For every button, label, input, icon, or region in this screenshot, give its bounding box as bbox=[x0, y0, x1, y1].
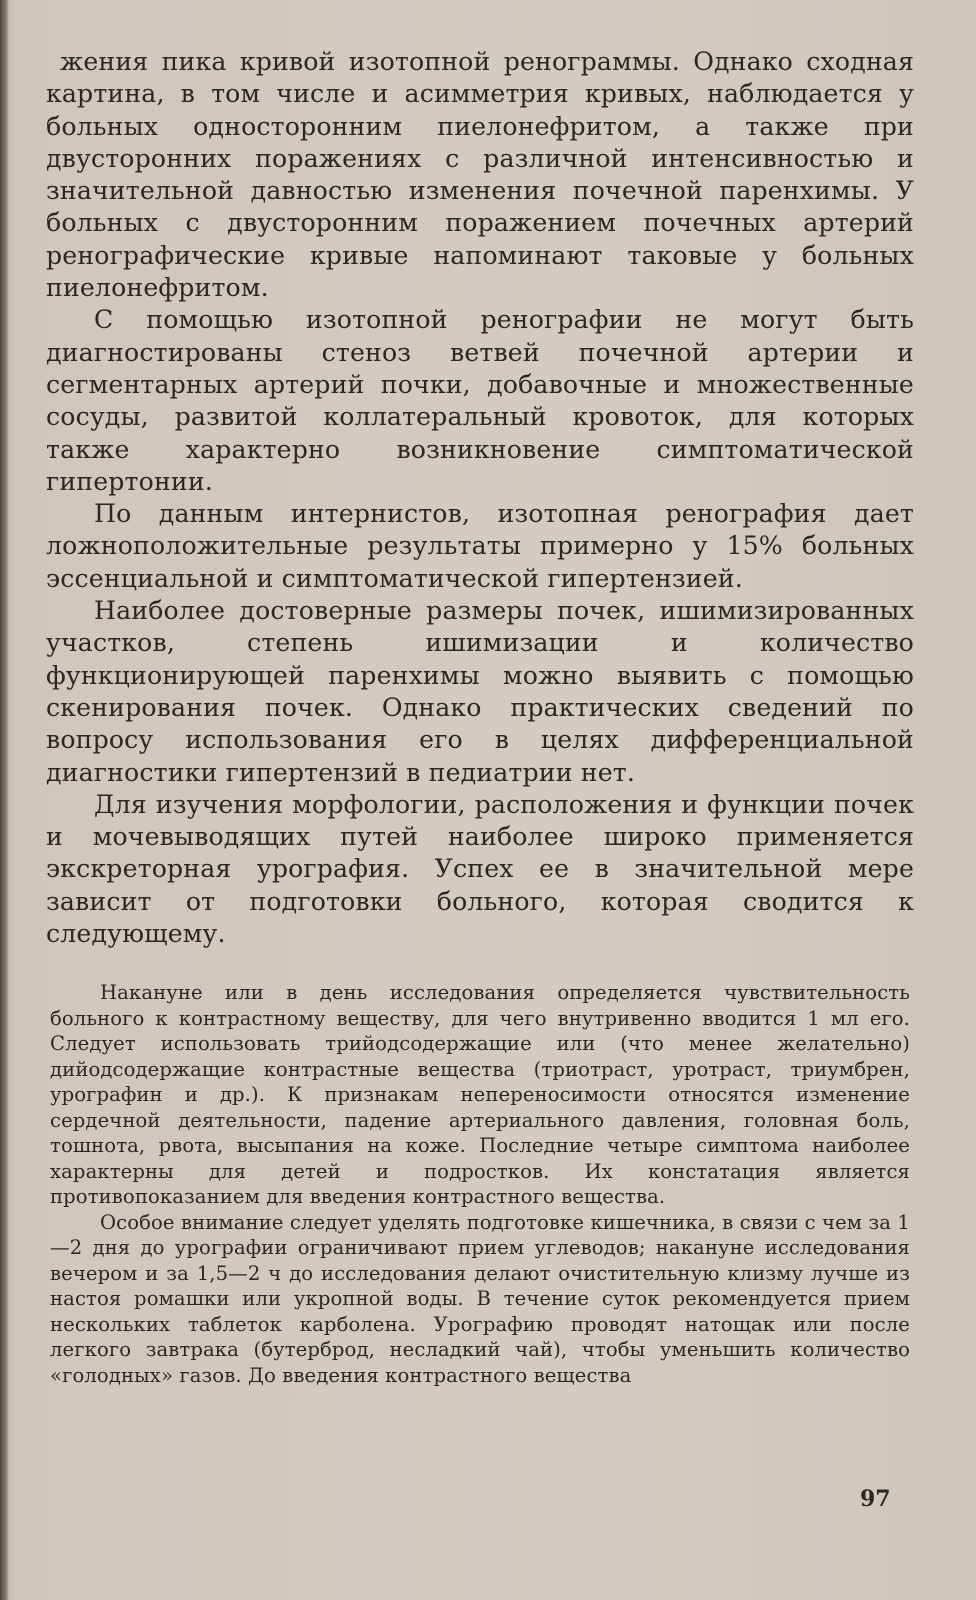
paragraph: Наиболее достоверные размеры почек, ишимизированных участков, степень ишимизации и количество функционирующей паренхимы можно выявить с помощью скенирования почек. Однако практических сведений по вопросу использования его в целях дифференциальной диагностики гипертензий в педиатрии нет. bbox=[46, 596, 914, 787]
paragraph: жения пика кривой изотопной ренограммы. Однако сходная картина, в том числе и асимметрия кривых, наблюдается у больных односторонним пиелонефритом, а также при двусторонних поражениях с различной интенсивностью и значительной давностью изменения почечной паренхимы. У больных с двусторонним поражением почечных артерий ренографические кривые напоминают таковые у больных пиелонефритом. bbox=[46, 47, 914, 303]
paragraph: По данным интернистов, изотопная ренография дает ложноположительные результаты примерно у 15% больных эссенциальной и симптоматической гипертензией. bbox=[46, 499, 914, 593]
paragraph: С помощью изотопной ренографии не могут быть диагностированы стеноз ветвей почечной артерии и сегментарных артерий почки, добавочные и множественные сосуды, развитой коллатеральный кровоток, для которых также характерно возникновение симптоматической гипертонии. bbox=[46, 305, 914, 496]
small-print-text bbox=[50, 980, 910, 1388]
page-content bbox=[46, 46, 914, 1388]
small-paragraph: Особое внимание следует уделять подготовке кишечника, в связи с чем за 1—2 дня до урографии ограничивают прием углеводов; накануне исследования вечером и за 1,5—2 ч до исследования делают очистительную клизму лучше из настоя ромашки или укропной воды. В течение суток рекомендуется прием нескольких таблеток карболена. Урографию проводят натощак или после легкого завтрака (бутерброд, несладкий чай), чтобы уменьшить количество «голодных» газов. До введения контрастного вещества bbox=[50, 1210, 910, 1387]
small-paragraph: Накануне или в день исследования определяется чувствительность больного к контрастному веществу, для чего внутривенно вводится 1 мл его. Следует использовать трийодсодержащие или (что менее желательно) дийодсодержащие контрастные вещества (триотраст, уротраст, триумбрен, урографин и др.). К признакам непереносимости относятся изменение сердечной деятельности, падение артериального давления, головная боль, тошнота, рвота, высыпания на коже. Последние четыре симптома наиболее характерны для детей и подростков. Их констатация является противопоказанием для введения контрастного вещества. bbox=[50, 981, 910, 1209]
paragraph: Для изучения морфологии, расположения и функции почек и мочевыводящих путей наиболее широко применяется экскреторная урография. Успех ее в значительной мере зависит от подготовки больного, которая сводится к следующему. bbox=[46, 789, 914, 949]
main-text bbox=[46, 46, 914, 950]
book-spine-shadow bbox=[0, 0, 9, 1600]
page-number: 97 bbox=[860, 1486, 891, 1512]
